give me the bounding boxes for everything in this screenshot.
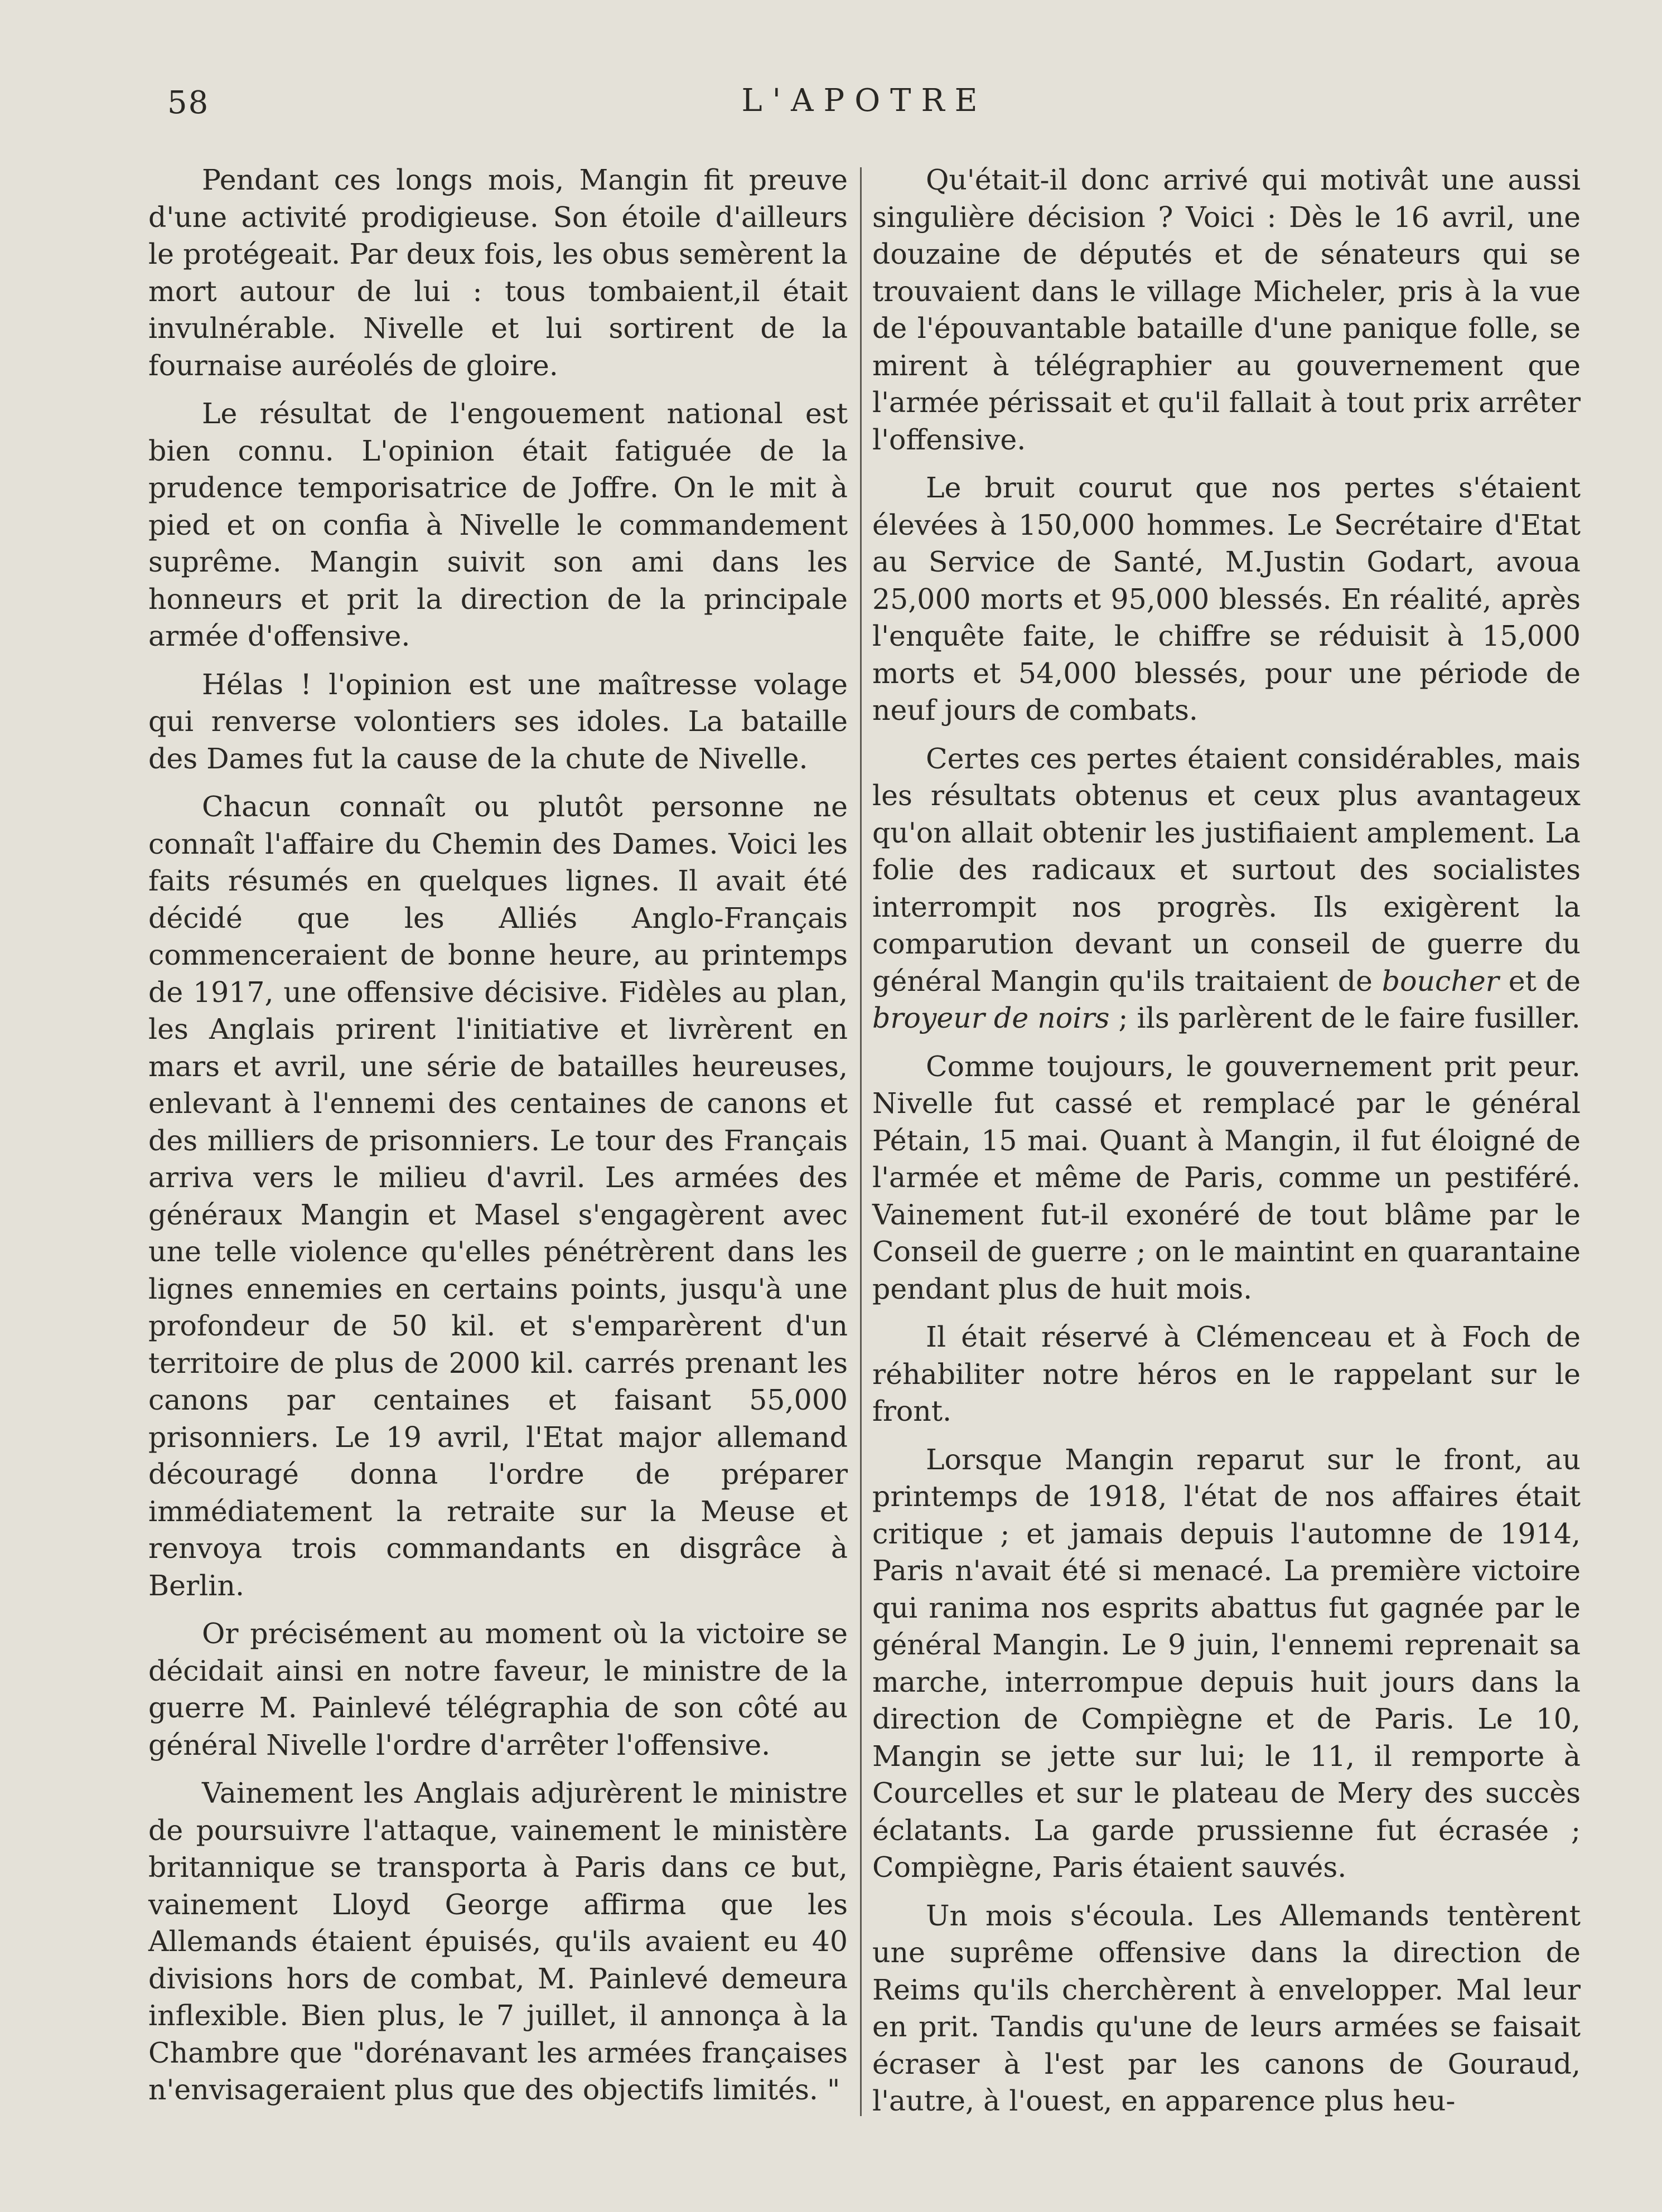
paragraph: Or précisément au moment où la victoire se décidait ainsi en notre faveur, le ministre de la guerre M. Painlevé télégraphia de son côté au général Nivelle l'ordre d'arrêter l'offensive. (148, 1617, 848, 1761)
paragraph: Vainement les Anglais adjurèrent le ministre de poursuivre l'attaque, vainement le ministère britannique se transporta à Paris dans ce but, vainement Lloyd George affirma que les Allemands étaient épuisés, qu'ils avaient eu 40 divisions hors de combat, M. Painlevé demeura inflexible. Bien plus, le 7 juillet, il annonça à la Chambre que "dorénavant les armées françaises n'envisageraient plus que des objectifs limités. " (148, 1777, 848, 2106)
paragraph: Hélas ! l'opinion est une maîtresse volage qui renverse volontiers ses idoles. La bataille des Dames fut la cause de la chute de Nivelle. (148, 667, 848, 775)
italic-text: boucher (1381, 964, 1499, 998)
paragraph: Lorsque Mangin reparut sur le front, au printemps de 1918, l'état de nos affaires était critique ; et jamais depuis l'automne de 1914, Paris n'avait été si menacé. La première victoire qui ranima nos esprits abattus fut gagnée par le général Mangin. Le 9 juin, l'ennemi reprenait sa marche, interrompue depuis huit jours dans la direction de Compiègne et de Paris. Le 10, Mangin se jette sur lui; le 11, il remporte à Courcelles et sur le plateau de Mery des succès éclatants. La garde prussienne fut écrasée ; Compiègne, Paris étaient sauvés. (872, 1443, 1581, 1884)
paragraph: Qu'était-il donc arrivé qui motivât une aussi singulière décision ? Voici : Dès le 16 avril, une douzaine de députés et de sénateurs qui se trouvaient dans le village Micheler, pris à la vue de l'épouvantable bataille d'une panique folle, se mirent à télégraphier au gouvernement que l'armée périssait et qu'il fallait à tout prix arrêter l'offensive. (872, 163, 1581, 456)
left-column (148, 162, 848, 2109)
paragraph: Chacun connaît ou plutôt personne ne connaît l'affaire du Chemin des Dames. Voici les faits résumés en quelques lignes. Il avait été décidé que les Alliés Anglo-Français commenceraient de bonne heure, au printemps de 1917, une offensive décisive. Fidèles au plan, les Anglais prirent l'initiative et livrèrent en mars et avril, une série de batailles heureuses, enlevant à l'ennemi des centaines de canons et des milliers de prisonniers. Le tour des Français arriva vers le milieu d'avril. Les armées des généraux Mangin et Masel s'engagèrent avec une telle violence qu'elles pénétrèrent dans les lignes ennemies en certains points, jusqu'à une profondeur de 50 kil. et s'emparèrent d'un territoire de plus de 2000 kil. carrés prenant les canons par centaines et faisant 55,000 prisonniers. Le 19 avril, l'Etat major allemand découragé donna l'ordre de préparer immédiatement la retraite sur la Meuse et renvoya trois commandants en disgrâce à Berlin. (148, 790, 848, 1602)
paragraph: Le résultat de l'engouement national est bien connu. L'opinion était fatiguée de la prudence temporisatrice de Joffre. On le mit à pied et on confia à Nivelle le commandement suprême. Mangin suivit son ami dans les honneurs et prit la direction de la principale armée d'offensive. (148, 397, 848, 652)
page-number: 58 (167, 85, 210, 121)
paragraph: Pendant ces longs mois, Mangin fit preuve d'une activité prodigieuse. Son étoile d'ailleurs le protégeait. Par deux fois, les obus semèrent la mort autour de lui : tous tombaient,il était invulnérable. Nivelle et lui sortirent de la fournaise auréolés de gloire. (148, 163, 848, 382)
italic-text: broyeur de noirs (872, 1001, 1110, 1034)
text-run: Certes ces pertes étaient considérables, mais les résultats obtenus et ceux plus avantageux qu'on allait obtenir les justifiaient amplement. La folie des radicaux et surtout des socialistes interrompit nos progrès. Ils exigèrent la comparution devant un conseil de guerre du général Mangin qu'ils traitaient de (872, 742, 1581, 998)
column-divider (860, 167, 862, 2116)
paragraph: Comme toujours, le gouvernement prit peur. Nivelle fut cassé et remplacé par le général Pétain, 15 mai. Quant à Mangin, il fut éloigné de l'armée et même de Paris, comme un pestiféré. Vainement fut-il exonéré de tout blâme par le Conseil de guerre ; on le maintint en quarantaine pendant plus de huit mois. (872, 1049, 1581, 1305)
right-column (872, 162, 1581, 2120)
running-title: L'APOTRE (741, 83, 988, 119)
paragraph: Le bruit courut que nos pertes s'étaient élevées à 150,000 hommes. Le Secrétaire d'Etat au Service de Santé, M.Justin Godart, avoua 25,000 morts et 95,000 blessés. En réalité, après l'enquête faite, le chiffre se réduisit à 15,000 morts et 54,000 blessés, pour une période de neuf jours de combats. (872, 471, 1581, 727)
text-run: et de (1499, 964, 1581, 998)
paragraph: Il était réservé à Clémenceau et à Foch de réhabiliter notre héros en le rappelant sur le front. (872, 1320, 1581, 1427)
paragraph: Un mois s'écoula. Les Allemands tentèrent une suprême offensive dans la direction de Reims qu'ils cherchèrent à envelopper. Mal leur en prit. Tandis qu'une de leurs armées se faisait écraser à l'est par les canons de Gouraud, l'autre, à l'ouest, en apparence plus heu- (872, 1899, 1581, 2117)
paragraph-with-italics (872, 740, 1581, 1037)
text-run: ; ils parlèrent de le faire fusiller. (1109, 1001, 1581, 1034)
